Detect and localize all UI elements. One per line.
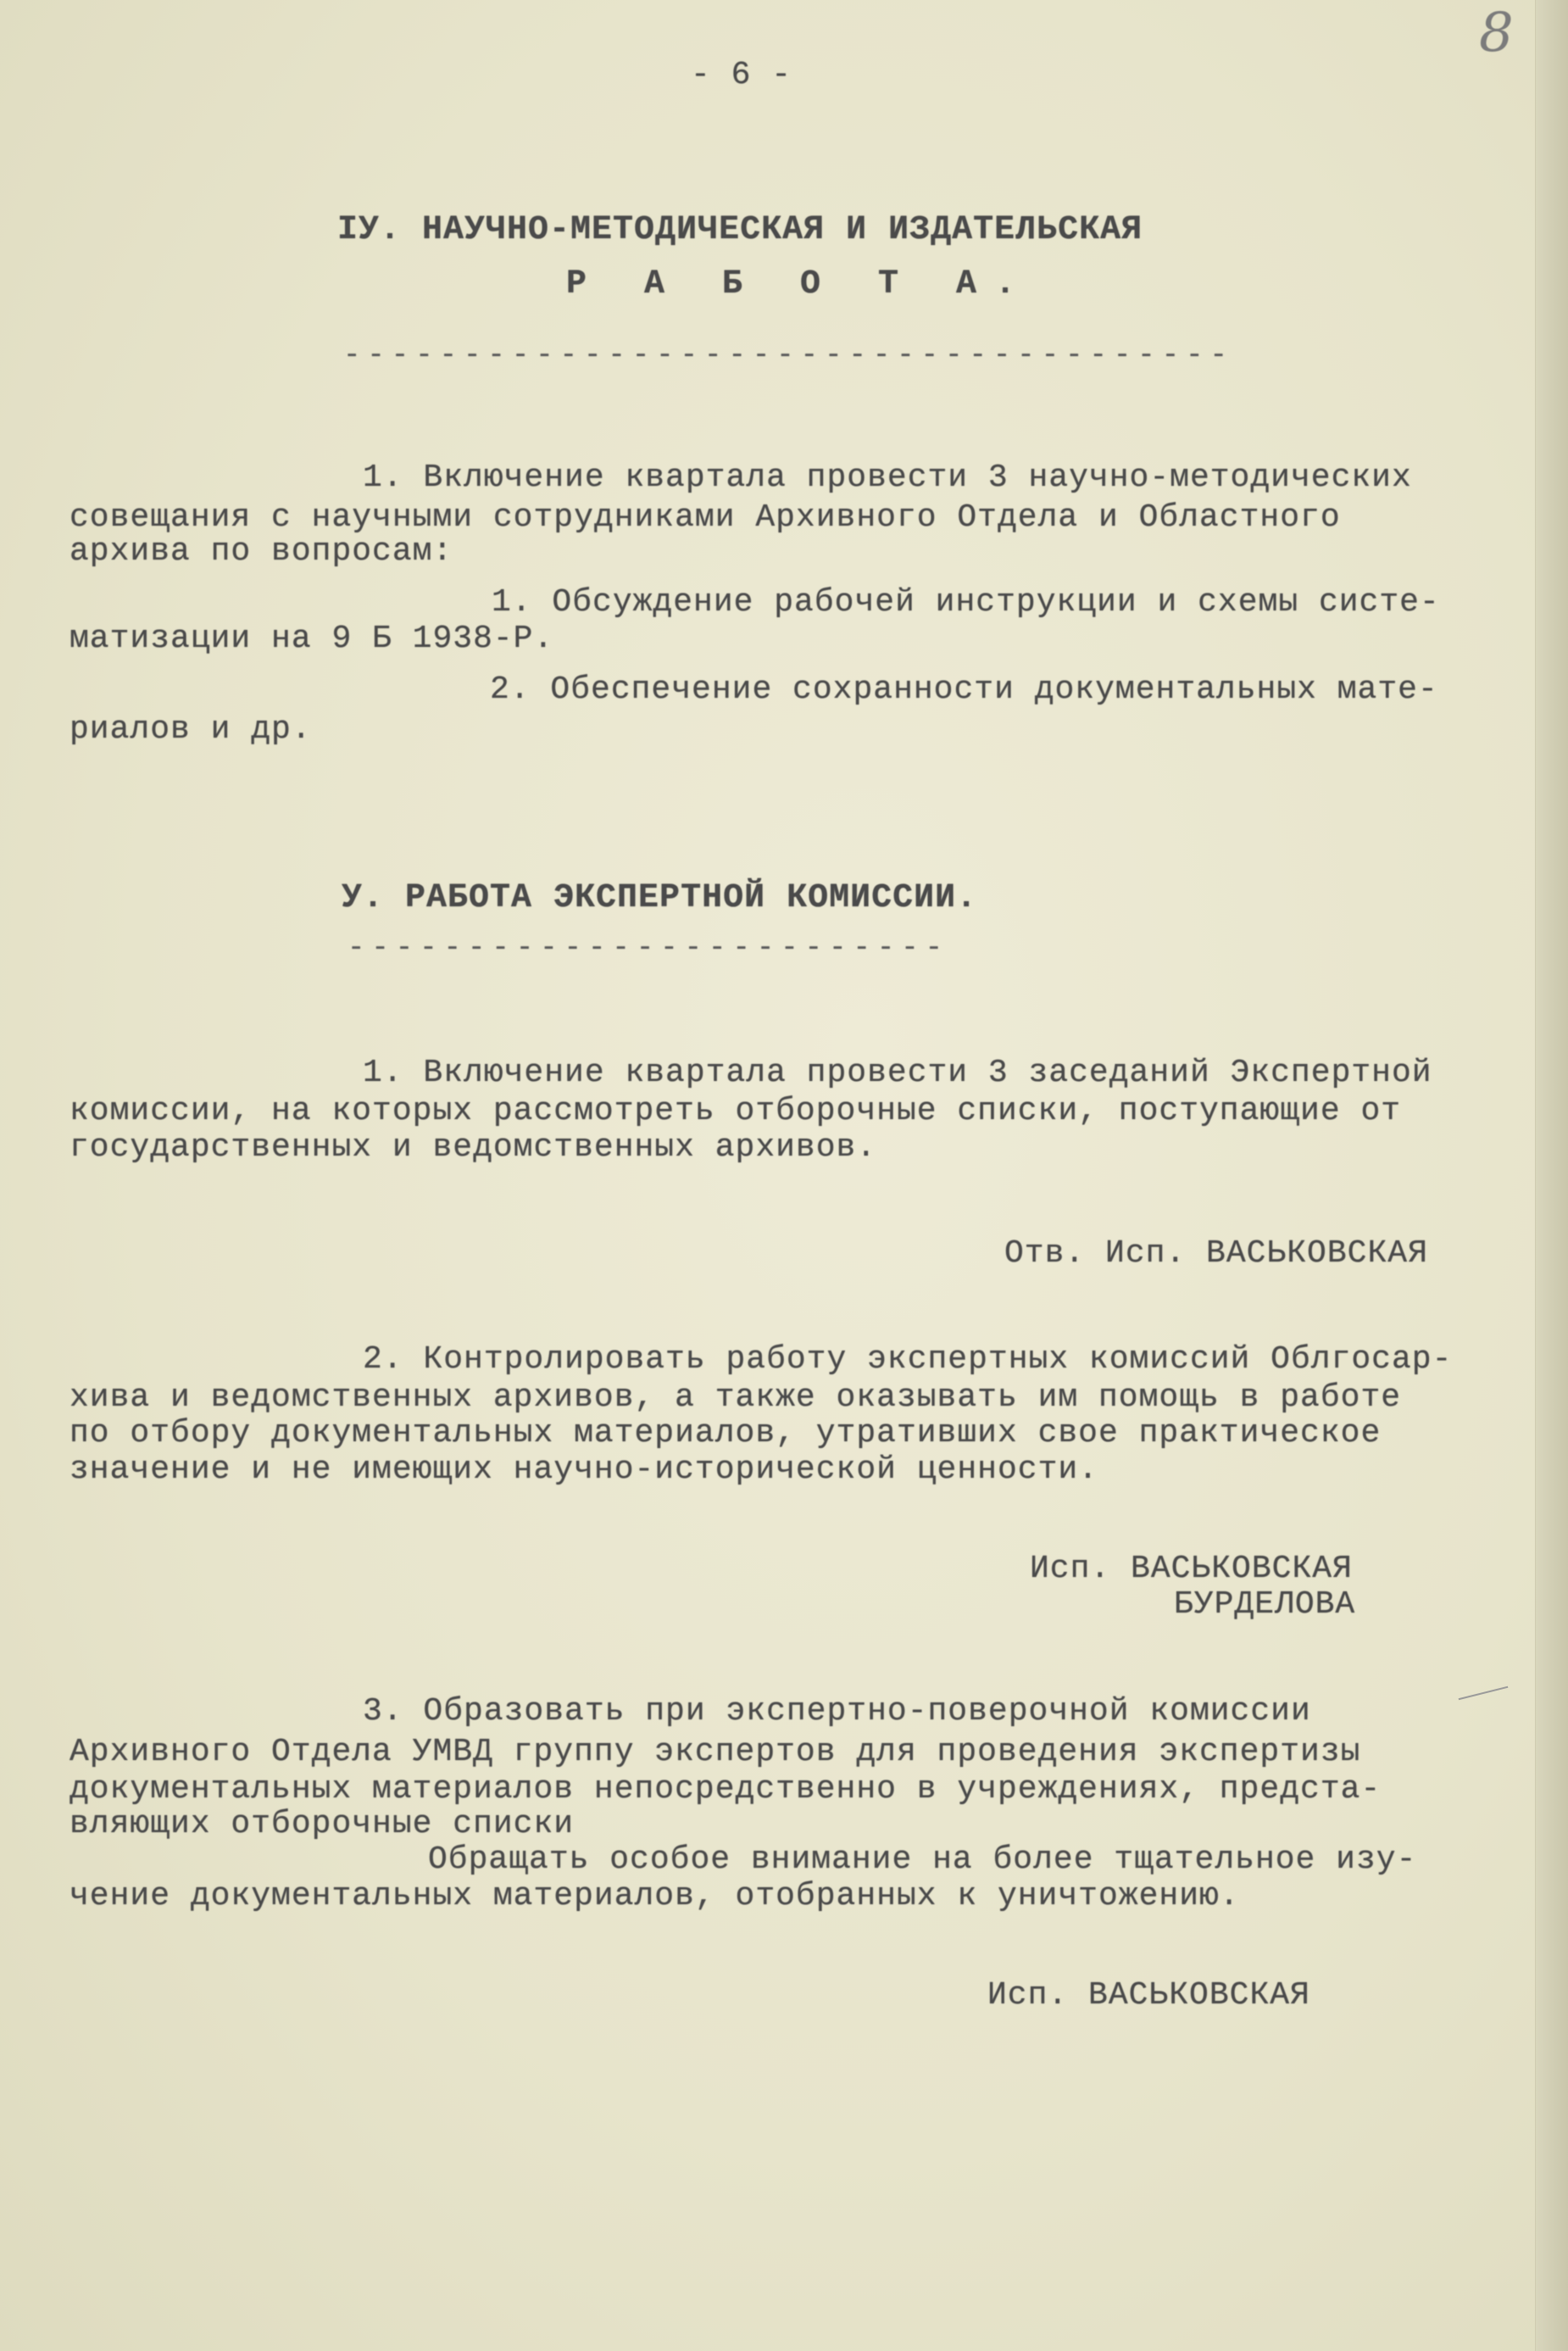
paper-edge [1535, 0, 1568, 2351]
s4-item2-line2: риалов и др. [70, 711, 312, 748]
s5-p3-line1: 3. Образовать при экспертно-поверочной комиссии [363, 1693, 1311, 1730]
s5-p2-line3: по отбору документальных материалов, утративших свое практическое [70, 1415, 1382, 1451]
handwritten-page-number: 8 [1479, 2, 1514, 64]
section5-title: У. РАБОТА ЭКСПЕРТНОЙ КОМИССИИ. [342, 879, 978, 917]
section5-rule: ------------------------- [348, 933, 950, 965]
page-number: - 6 - [691, 57, 792, 93]
s5-p2-responsible2: БУРДЕЛОВА [1174, 1586, 1356, 1623]
s5-p2-line2: хива и ведомственных архивов, а также оказывать им помощь в работе [70, 1379, 1402, 1416]
s4-p1-line2: совещания с научными сотрудниками Архивного Отдела и Областного [70, 499, 1341, 536]
s5-p2-line4: значение и не имеющих научно-исторической ценности. [70, 1451, 1098, 1488]
s5-p1-responsible: Отв. Исп. ВАСЬКОВСКАЯ [1004, 1235, 1428, 1272]
s5-p3-line5: Обращать особое внимание на более тщательное изу- [428, 1841, 1417, 1878]
s5-p2-responsible1: Исп. ВАСЬКОВСКАЯ [1030, 1551, 1353, 1587]
s4-item1-line1: 1. Обсуждение рабочей инструкции и схемы систе- [492, 584, 1440, 621]
s5-p1-line2: комиссии, на которых рассмотреть отборочные списки, поступающие от [70, 1093, 1402, 1129]
s4-p1-line3: архива по вопросам: [70, 533, 453, 570]
s5-p3-line2: Архивного Отдела УМВД группу экспертов для проведения экспертизы [70, 1734, 1361, 1770]
s5-p1-line1: 1. Включение квартала провести 3 заседаний Экспертной [363, 1055, 1432, 1091]
s5-p2-line1: 2. Контролировать работу экспертных комиссий Облгосар- [363, 1341, 1453, 1378]
section4-rule: ------------------------------------- [343, 340, 1234, 372]
s5-p3-line4: вляющих отборочные списки [70, 1806, 575, 1842]
s5-p3-line3: документальных материалов непосредственно в учреждениях, предста- [70, 1771, 1382, 1808]
section4-title-line1: IУ. НАУЧНО-МЕТОДИЧЕСКАЯ И ИЗДАТЕЛЬСКАЯ [337, 211, 1143, 249]
s4-item2-line1: 2. Обеспечение сохранности документальных мате- [490, 671, 1438, 708]
s5-p3-line6: чение документальных материалов, отобранных к уничтожению. [70, 1878, 1240, 1914]
s5-p1-line3: государственных и ведомственных архивов. [70, 1129, 877, 1166]
section4-title-line2: Р А Б О Т А. [566, 265, 1035, 304]
s4-p1-line1: 1. Включение квартала провести 3 научно-методических [363, 460, 1412, 496]
s5-p3-responsible: Исп. ВАСЬКОВСКАЯ [987, 1977, 1310, 2014]
s4-item1-line2: матизации на 9 Б 1938-Р. [70, 621, 554, 657]
